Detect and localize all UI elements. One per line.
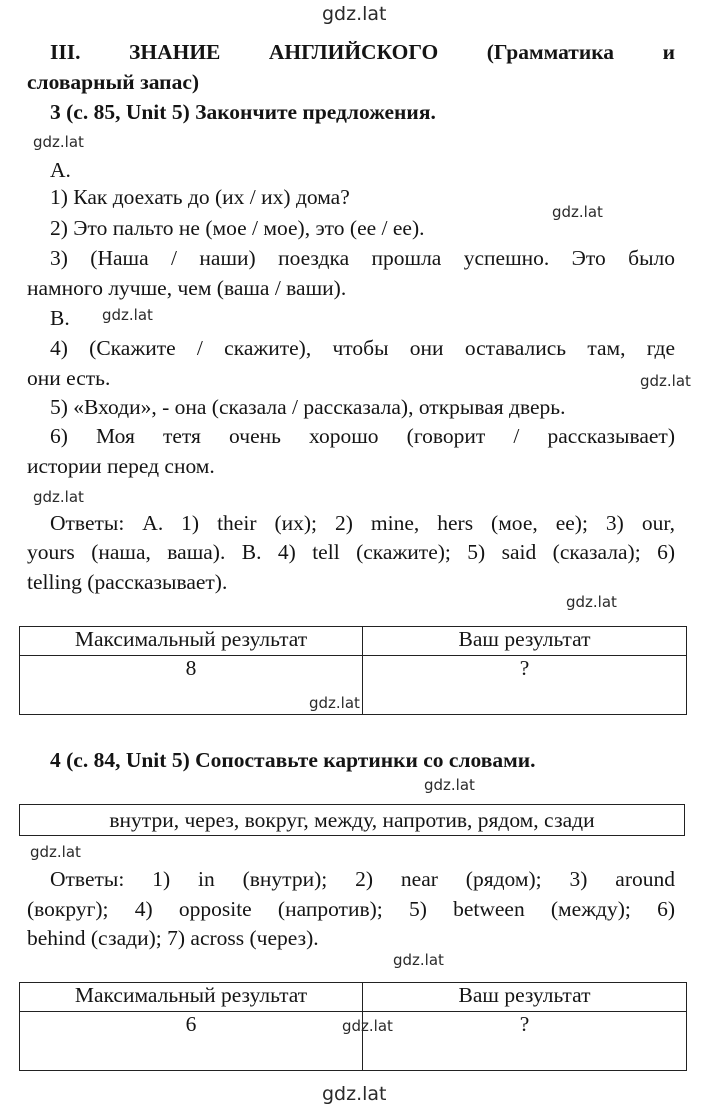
score-table-max-value: 8 bbox=[20, 656, 363, 715]
task3-sentence-2: 2) Это пальто не (мое / мое), это (ее / ее). bbox=[50, 216, 425, 240]
task3-sentence-5: 5) «Входи», - она (сказала / рассказала), открывая дверь. bbox=[50, 395, 566, 419]
task3-answers-line1: Ответы: А. 1) their (их); 2) mine, hers (мое, ее); 3) our, bbox=[50, 511, 675, 535]
task3-sentence-4-line2: они есть. bbox=[27, 366, 111, 390]
watermark: gdz.lat bbox=[640, 372, 691, 390]
task3-title: 3 (с. 85, Unit 5) Закончите предложения. bbox=[50, 100, 436, 124]
watermark: gdz.lat bbox=[552, 203, 603, 221]
task3-answers-line3: telling (рассказывает). bbox=[27, 570, 228, 594]
task3-sentence-6-line2: истории перед сном. bbox=[27, 454, 215, 478]
score-table-your-value: ? bbox=[363, 1012, 687, 1071]
task4-answers-line2: (вокруг); 4) opposite (напротив); 5) between (между); 6) bbox=[27, 897, 675, 921]
score-table-max-value: 6 bbox=[20, 1012, 363, 1071]
task4-title: 4 (с. 84, Unit 5) Сопоставьте картинки со словами. bbox=[50, 748, 536, 772]
score-table-header-yours: Ваш результат bbox=[363, 983, 687, 1012]
task3-sentence-1: 1) Как доехать до (их / их) дома? bbox=[50, 185, 350, 209]
score-table-task3 bbox=[19, 626, 687, 715]
task3-sentence-3-line2: намного лучше, чем (ваша / ваши). bbox=[27, 276, 347, 300]
watermark: gdz.lat bbox=[566, 593, 617, 611]
score-table-your-value: ? bbox=[363, 656, 687, 715]
score-table-header-max: Максимальный результат bbox=[20, 627, 363, 656]
task3-label-a: А. bbox=[50, 158, 71, 182]
score-table-header-max: Максимальный результат bbox=[20, 983, 363, 1012]
task3-answers-line2: yours (наша, ваша). В. 4) tell (скажите); 5) said (сказала); 6) bbox=[27, 540, 675, 564]
task4-answers-line1: Ответы: 1) in (внутри); 2) near (рядом); 3) around bbox=[50, 867, 675, 891]
section-heading-line2: словарный запас) bbox=[27, 70, 200, 94]
section-heading-line1: III. ЗНАНИЕ АНГЛИЙСКОГО (Грамматика и bbox=[50, 40, 675, 64]
task3-label-b: В. bbox=[50, 306, 70, 330]
task3-sentence-4-line1: 4) (Скажите / скажите), чтобы они оставались там, где bbox=[50, 336, 675, 360]
task3-sentence-6-line1: 6) Моя тетя очень хорошо (говорит / рассказывает) bbox=[50, 424, 675, 448]
watermark: gdz.lat bbox=[102, 306, 153, 324]
watermark-bottom: gdz.lat bbox=[322, 1083, 387, 1105]
watermark: gdz.lat bbox=[30, 843, 81, 861]
score-table-header-yours: Ваш результат bbox=[363, 627, 687, 656]
score-table-task4 bbox=[19, 982, 687, 1071]
word-bank-box: внутри, через, вокруг, между, напротив, рядом, сзади bbox=[19, 804, 685, 836]
watermark: gdz.lat bbox=[309, 694, 360, 712]
watermark: gdz.lat bbox=[342, 1017, 393, 1035]
task3-sentence-3-line1: 3) (Наша / наши) поездка прошла успешно. Это было bbox=[50, 246, 675, 270]
watermark: gdz.lat bbox=[424, 776, 475, 794]
task4-answers-line3: behind (сзади); 7) across (через). bbox=[27, 926, 319, 950]
watermark: gdz.lat bbox=[393, 951, 444, 969]
watermark: gdz.lat bbox=[33, 488, 84, 506]
watermark-top: gdz.lat bbox=[322, 3, 387, 25]
watermark: gdz.lat bbox=[33, 133, 84, 151]
